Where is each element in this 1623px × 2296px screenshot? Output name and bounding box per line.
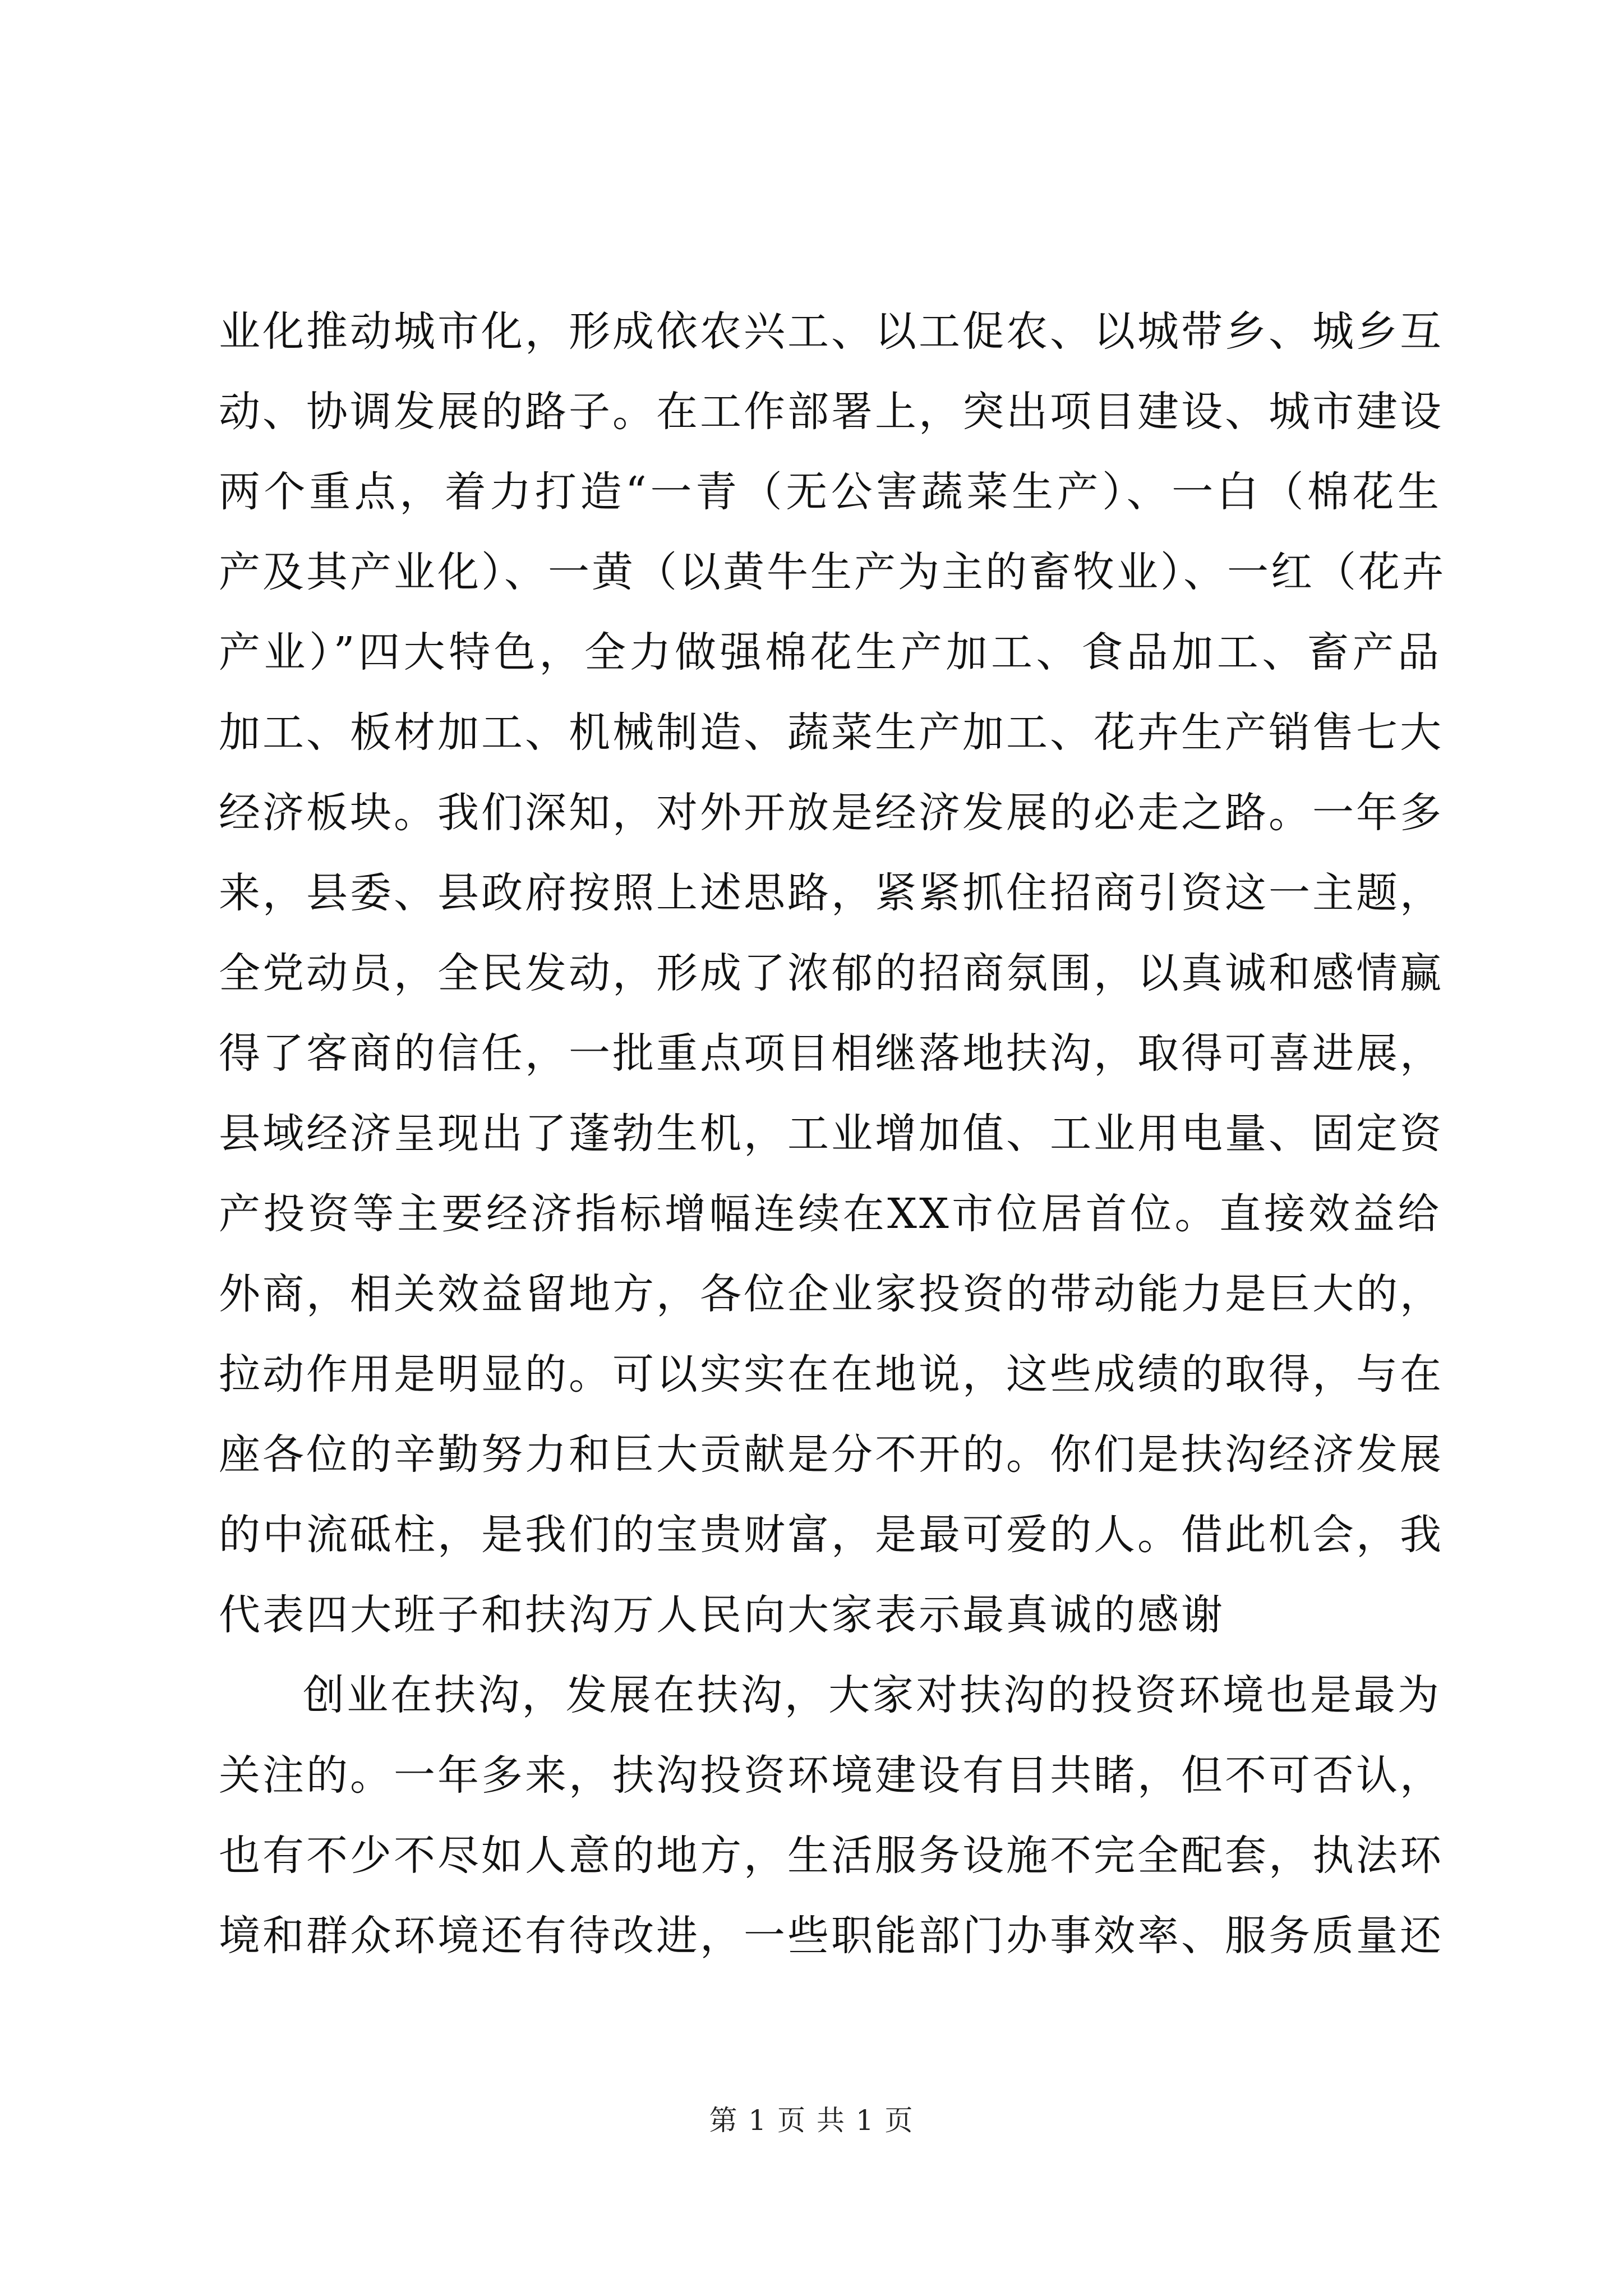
text-line: 也有不少不尽如人意的地方，生活服务设施不完全配套，执法环: [219, 1832, 1444, 1880]
text-line: 关注的。一年多来，扶沟投资环境建设有目共睹，但不可否认，: [219, 1751, 1444, 1800]
text-line: 来，县委、县政府按照上述思路，紧紧抓住招商引资这一主题，: [219, 869, 1444, 917]
text-line: 产投资等主要经济指标增幅连续在XX市位居首位。直接效益给: [219, 1190, 1441, 1238]
text-line: 县域经济呈现出了蓬勃生机，工业增加值、工业用电量、固定资: [219, 1110, 1444, 1158]
page-footer: 第 1 页 共 1 页: [709, 2104, 914, 2137]
text-line: 产及其产业化）、一黄（以黄牛生产为主的畜牧业）、一红（花卉: [219, 548, 1446, 596]
text-line: 的中流砥柱，是我们的宝贵财富，是最可爱的人。借此机会，我: [219, 1511, 1444, 1559]
text-line: 拉动作用是明显的。可以实实在在地说，这些成绩的取得，与在: [219, 1350, 1444, 1398]
text-line: 外商，相关效益留地方，各位企业家投资的带动能力是巨大的，: [219, 1270, 1444, 1318]
text-line: 创业在扶沟，发展在扶沟，大家对扶沟的投资环境也是最为: [303, 1671, 1441, 1719]
text-line: 动、协调发展的路子。在工作部署上，突出项目建设、城市建设: [219, 388, 1444, 436]
text-line: 境和群众环境还有待改进，一些职能部门办事效率、服务质量还: [219, 1912, 1444, 1960]
text-line: 业化推动城市化，形成依农兴工、以工促农、以城带乡、城乡互: [219, 307, 1444, 356]
body-text: [219, 292, 1446, 1976]
text-line: 座各位的辛勤努力和巨大贡献是分不开的。你们是扶沟经济发展: [219, 1430, 1444, 1479]
text-line: 全党动员，全民发动，形成了浓郁的招商氛围，以真诚和感情赢: [219, 949, 1444, 997]
text-line: 加工、板材加工、机械制造、蔬菜生产加工、花卉生产销售七大: [219, 708, 1444, 757]
text-line: 两个重点，着力打造“一青（无公害蔬菜生产）、一白（棉花生: [219, 468, 1441, 516]
text-line: 经济板块。我们深知，对外开放是经济发展的必走之路。一年多: [219, 789, 1444, 837]
text-line: 产业）”四大特色，全力做强棉花生产加工、食品加工、畜产品: [219, 628, 1441, 677]
text-line: 得了客商的信任，一批重点项目相继落地扶沟，取得可喜进展，: [219, 1029, 1444, 1078]
text-line: 代表四大班子和扶沟万人民向大家表示最真诚的感谢: [219, 1591, 1225, 1639]
